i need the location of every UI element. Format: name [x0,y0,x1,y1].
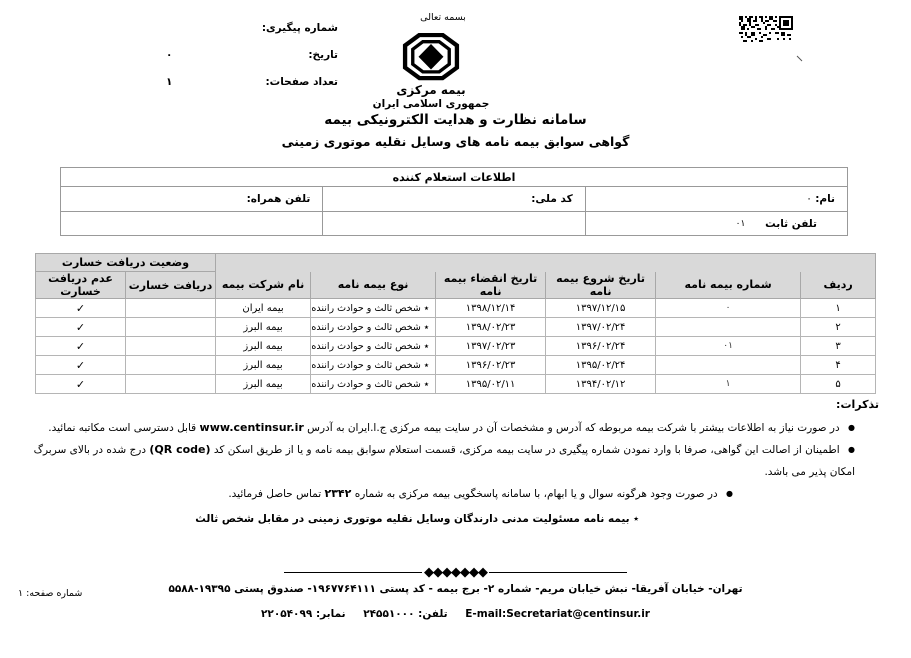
footer-contact [0,608,911,620]
policy-type: ٭ شخص ثالث و حوادث راننده [311,337,436,356]
qr-code [739,16,793,44]
end-date: ۱۳۹۸/۰۲/۲۳ [436,318,546,337]
website-url: www.centinsur.ir [199,421,304,434]
policy-type: ٭ شخص ثالث و حوادث راننده [311,318,436,337]
phone-number: ۲۴۵۵۱۰۰۰ [363,608,415,620]
page-number-value: ۱ [18,588,24,599]
end-date: ۱۳۹۵/۰۲/۱۱ [436,375,546,394]
email-address: E-mail:Secretariat@centinsur.ir [465,608,650,620]
diamonds-ornament: ◆◆◆◆◆◆◆ [424,565,487,580]
octagon-logo-icon [402,33,460,81]
date-label: تاریخ: [308,49,338,61]
page-count-value: ۱ [166,76,173,88]
mobile-label: تلفن همراه: [246,193,311,205]
fax-entry [261,608,346,620]
name-cell [585,187,847,212]
landline-label: تلفن ثابت [765,217,817,230]
row-no: ۳ [801,337,876,356]
start-date: ۱۳۹۷/۰۲/۲۴ [546,318,656,337]
landline-value: ۰۱ [735,218,746,229]
footer-divider [0,566,911,579]
document-meta [166,22,338,103]
mobile-cell [61,187,323,212]
note-text: در صورت نیاز به اطلاعات بیشتر با شرکت بیمه مربوطه که آدرس و مشخصات آن در سایت بیمه مرکزی ج.ا.ایران به آدرس [307,422,840,434]
date-row [166,49,338,76]
policy-type: ٭ شخص ثالث و حوادث راننده [311,375,436,394]
fax-number: ۲۲۰۵۴۰۹۹ [261,608,313,620]
qr-code-mention: (QR code) [149,443,211,456]
note-text: درج شده در بالای سربرگ امکان پذیر می باشد. [33,444,855,478]
tracking-number-label: شماره پیگیری: [261,22,338,34]
row-no: ۲ [801,318,876,337]
phone-label: تلفن: [418,608,448,620]
company: بیمه البرز [216,375,311,394]
company: بیمه البرز [216,337,311,356]
phone-entry [363,608,447,620]
claimed-cell [126,337,216,356]
note-text: تماس حاصل فرمائید. [228,488,322,500]
col-claimed: دریافت خسارت [126,272,216,299]
start-date: ۱۳۹۷/۱۲/۱۵ [546,299,656,318]
note-item [20,439,891,483]
col-policy-no: شماره بیمه نامه [656,272,801,299]
policy-no-redacted: ۰۱ [656,337,801,356]
page-number [18,588,82,599]
start-date: ۱۳۹۵/۰۲/۲۴ [546,356,656,375]
row-no: ۴ [801,356,876,375]
row-no: ۱ [801,299,876,318]
claimed-cell [126,318,216,337]
footer-address: تهران- خیابان آفریقا- نبش خیابان مریم- شماره ۲- برج بیمه - کد پستی ۱۹۶۷۷۶۴۱۱۱- صندوق پستی ۱۹۳۹۵-۵۵۸۸ [168,583,743,595]
bullet-icon: ● [848,445,855,454]
policy-type: ٭ شخص ثالث و حوادث راننده [311,356,436,375]
page-count-label: تعداد صفحات: [265,76,338,88]
inquirer-info-table [60,167,848,236]
empty-cell [323,212,585,236]
company: بیمه البرز [216,356,311,375]
policy-no-redacted: ۰ [656,299,801,318]
tracking-number-row [166,22,338,49]
bismillah-text: بسمه تعالی [420,12,466,23]
col-end-date: تاریخ انقضاء بیمه نامه [436,272,546,299]
header-spacer [216,254,876,272]
policy-no-redacted [656,356,801,375]
col-company: نام شرکت بیمه [216,272,311,299]
claimed-cell [126,375,216,394]
end-date: ۱۳۹۸/۱۲/۱۴ [436,299,546,318]
org-name-line1: بیمه مرکزی [396,83,466,97]
national-code-cell [323,187,585,212]
page-count-row [166,76,338,103]
claim-status-group-header: وضعیت دریافت خسارت [36,254,216,272]
start-date: ۱۳۹۶/۰۲/۲۴ [546,337,656,356]
divider-line [489,572,627,573]
end-date: ۱۳۹۶/۰۲/۲۳ [436,356,546,375]
table-row [36,337,876,356]
national-code-label: کد ملی: [531,193,573,205]
note-text: اطمینان از اصالت این گواهی، صرفا با وارد نمودن شماره پیگیری در سایت بیمه مرکزی، قسمت استعلام سوابق بیمه نامه و یا از طریق اسکن کد [213,444,840,456]
table-row [36,375,876,394]
system-title: سامانه نظارت و هدایت الکترونیکی بیمه [324,112,587,128]
row-no: ۵ [801,375,876,394]
table-row [36,356,876,375]
col-start-date: تاریخ شروع بیمه نامه [546,272,656,299]
pen-mark [796,55,803,62]
checkmark: ✓ [36,299,126,318]
name-label: نام: [815,193,835,205]
page-number-label: شماره صفحه: [26,588,83,599]
note-item [20,417,891,439]
col-policy-type: نوع بیمه نامه [311,272,436,299]
checkmark: ✓ [36,337,126,356]
checkmark: ✓ [36,318,126,337]
date-value: ۰ [166,49,173,61]
policy-no-redacted [656,318,801,337]
note-item [20,483,891,505]
notes-section [20,398,891,525]
start-date: ۱۳۹۴/۰۲/۱۲ [546,375,656,394]
hotline-number: ۲۳۴۲ [324,487,352,500]
landline-cell [585,212,847,236]
note-text: قابل دسترسی است مکاتبه نمائید. [48,422,197,434]
policy-no-redacted: ۱ [656,375,801,394]
checkmark: ✓ [36,375,126,394]
divider-line [284,572,422,573]
fax-label: نمابر: [315,608,346,620]
bullet-icon: ● [848,423,855,432]
name-value: ۰ [806,193,812,205]
policy-records-table [35,253,876,394]
col-not-claimed: عدم دریافت خسارت [36,272,126,299]
note-text: در صورت وجود هرگونه سوال و یا ابهام، با سامانه پاسخگویی بیمه مرکزی به شماره [354,488,718,500]
inquirer-section-title: اطلاعات استعلام کننده [61,168,848,187]
company: بیمه البرز [216,318,311,337]
bullet-icon: ● [726,489,733,498]
empty-cell [61,212,323,236]
org-name-line2: جمهوری اسلامی ایران [372,98,490,110]
claimed-cell [126,356,216,375]
table-row [36,299,876,318]
company: بیمه ایران [216,299,311,318]
end-date: ۱۳۹۷/۰۲/۲۳ [436,337,546,356]
claimed-cell [126,299,216,318]
central-insurance-logo [361,33,501,110]
table-row [36,318,876,337]
col-row-no: ردیف [801,272,876,299]
checkmark: ✓ [36,356,126,375]
certificate-title: گواهی سوابق بیمه نامه های وسایل نقلیه موتوری زمینی [281,134,630,149]
policy-type: ٭ شخص ثالث و حوادث راننده [311,299,436,318]
policy-type-footnote: ٭ بیمه نامه مسئولیت مدنی دارندگان وسایل نقلیه موتوری زمینی در مقابل شخص ثالث [195,513,639,525]
notes-title: تذکرات: [836,398,879,411]
